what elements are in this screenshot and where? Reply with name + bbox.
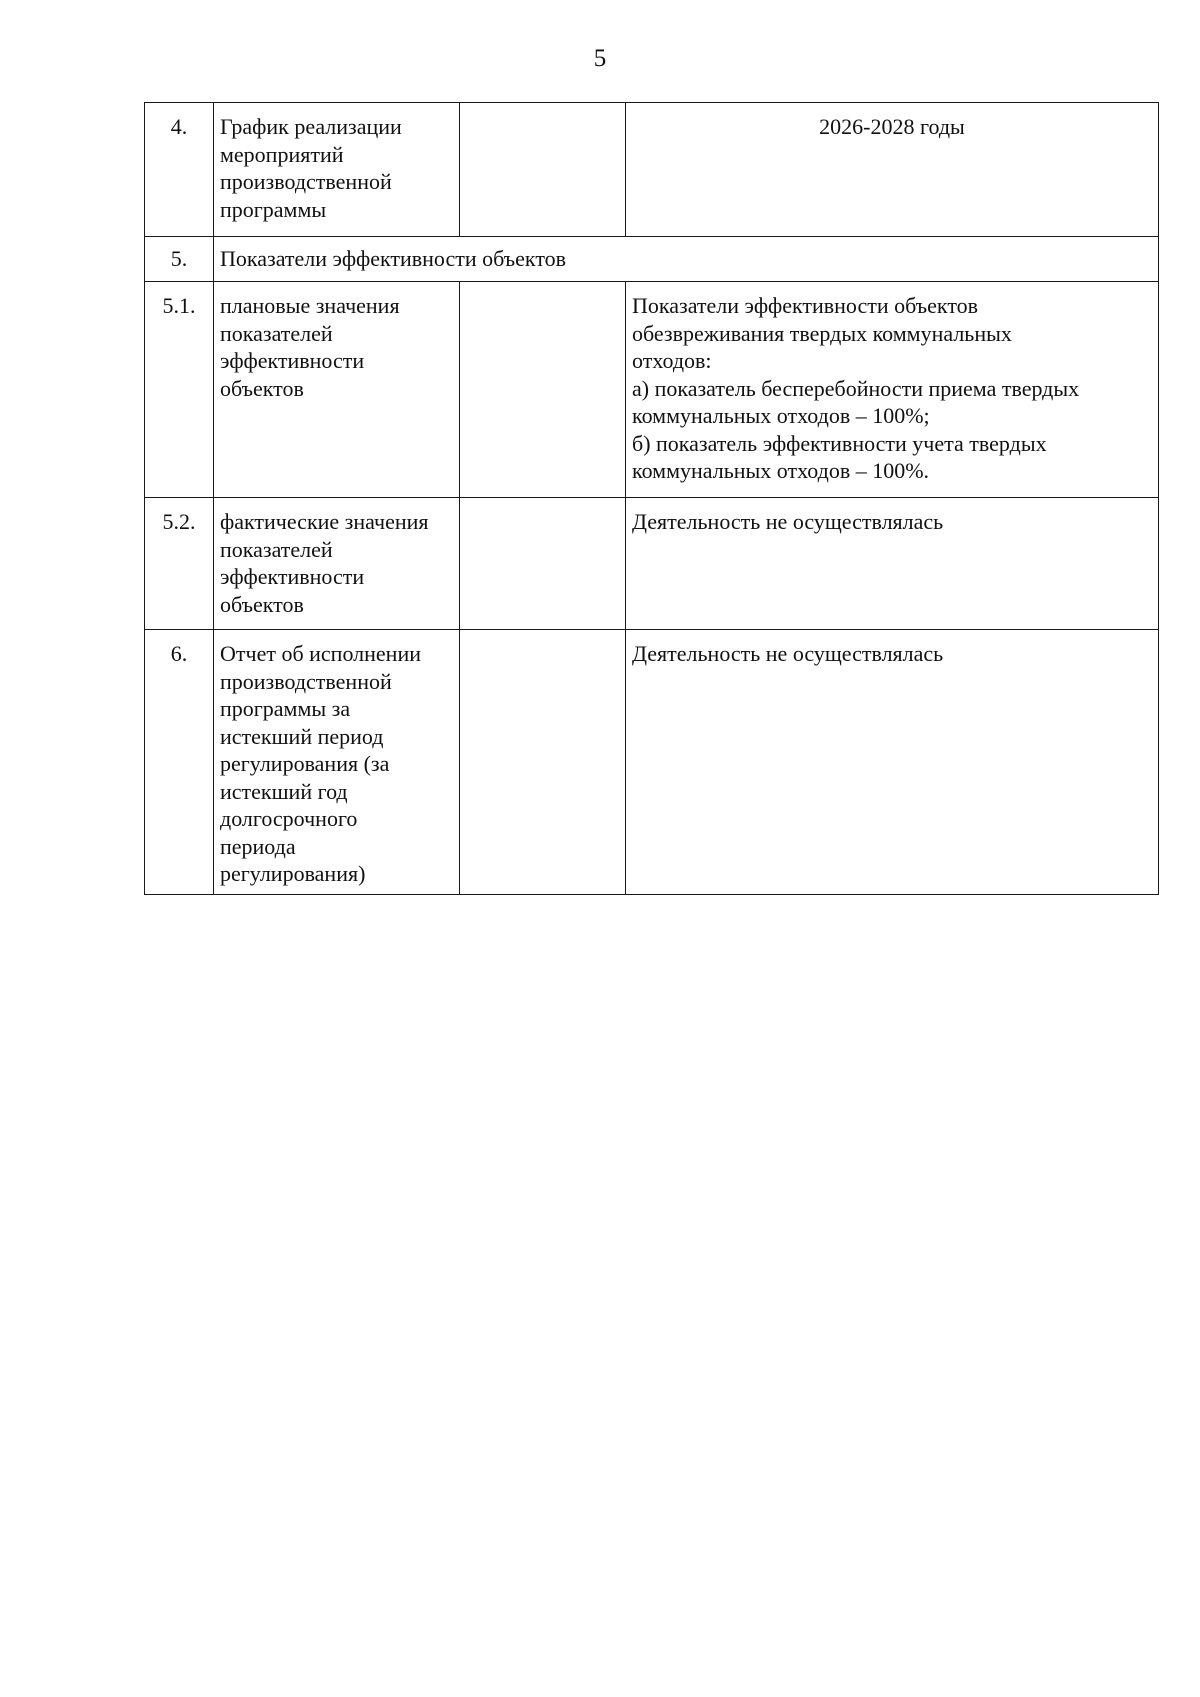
row-title-line: производственной — [220, 169, 392, 194]
empty-cell — [460, 630, 626, 895]
row-title-line: График реализации — [220, 114, 402, 139]
row-title-line: мероприятий — [220, 141, 344, 167]
row-value-line: а) показатель бесперебойности приема твердых — [632, 375, 1080, 401]
section-title: Показатели эффективности объектов — [214, 237, 1159, 282]
row-title-line: долгосрочного — [220, 806, 358, 831]
row-title-line: регулирования) — [220, 861, 366, 886]
row-title-line: фактические значения — [220, 509, 429, 534]
row-value — [626, 103, 1159, 237]
row-title-line: регулирования (за — [220, 751, 390, 776]
row-title-line: эффективности — [220, 348, 365, 373]
row-title-line: периода — [220, 833, 296, 859]
row-value-line: отходов: — [632, 348, 712, 373]
row-value-line: коммунальных отходов – 100%; — [632, 403, 930, 428]
row-number: 5.1. — [145, 282, 214, 498]
page-number: 5 — [593, 45, 607, 72]
table-row — [145, 237, 1159, 282]
row-title-line: показателей — [220, 536, 333, 562]
row-title — [214, 103, 460, 237]
row-value-line: Деятельность не осуществлялась — [632, 509, 944, 534]
row-title-line: плановые значения — [220, 293, 400, 318]
row-title — [214, 282, 460, 498]
row-title-line: истекший период — [220, 723, 384, 749]
row-title-line: производственной — [220, 668, 392, 694]
row-title — [214, 498, 460, 630]
table-row — [145, 282, 1159, 498]
row-title-line: объектов — [220, 591, 304, 617]
row-value-line: 2026-2028 годы — [819, 114, 965, 139]
row-title-line: программы за — [220, 696, 351, 721]
row-value — [626, 498, 1159, 630]
empty-cell — [460, 282, 626, 498]
row-value-line: б) показатель эффективности учета твердых — [632, 430, 1047, 456]
row-value-line: обезвреживания твердых коммунальных — [632, 320, 1012, 346]
row-title-line: программы — [220, 196, 327, 222]
table-row — [145, 630, 1159, 895]
program-table — [144, 102, 1159, 895]
row-value-line: Показатели эффективности объектов — [632, 293, 979, 318]
row-number: 4. — [145, 103, 214, 237]
row-value-line: Деятельность не осуществлялась — [632, 641, 944, 666]
row-title — [214, 630, 460, 895]
row-number: 6. — [145, 630, 214, 895]
row-title-line: эффективности — [220, 564, 365, 589]
row-value — [626, 630, 1159, 895]
empty-cell — [460, 498, 626, 630]
empty-cell — [460, 103, 626, 237]
row-title-line: показателей — [220, 320, 333, 346]
table-row — [145, 498, 1159, 630]
row-value — [626, 282, 1159, 498]
row-number: 5. — [145, 237, 214, 282]
row-title-line: объектов — [220, 375, 304, 401]
row-value-line: коммунальных отходов – 100%. — [632, 458, 930, 483]
table-row — [145, 103, 1159, 237]
row-title-line: истекший год — [220, 778, 348, 804]
row-title-line: Отчет об исполнении — [220, 641, 421, 666]
row-number: 5.2. — [145, 498, 214, 630]
